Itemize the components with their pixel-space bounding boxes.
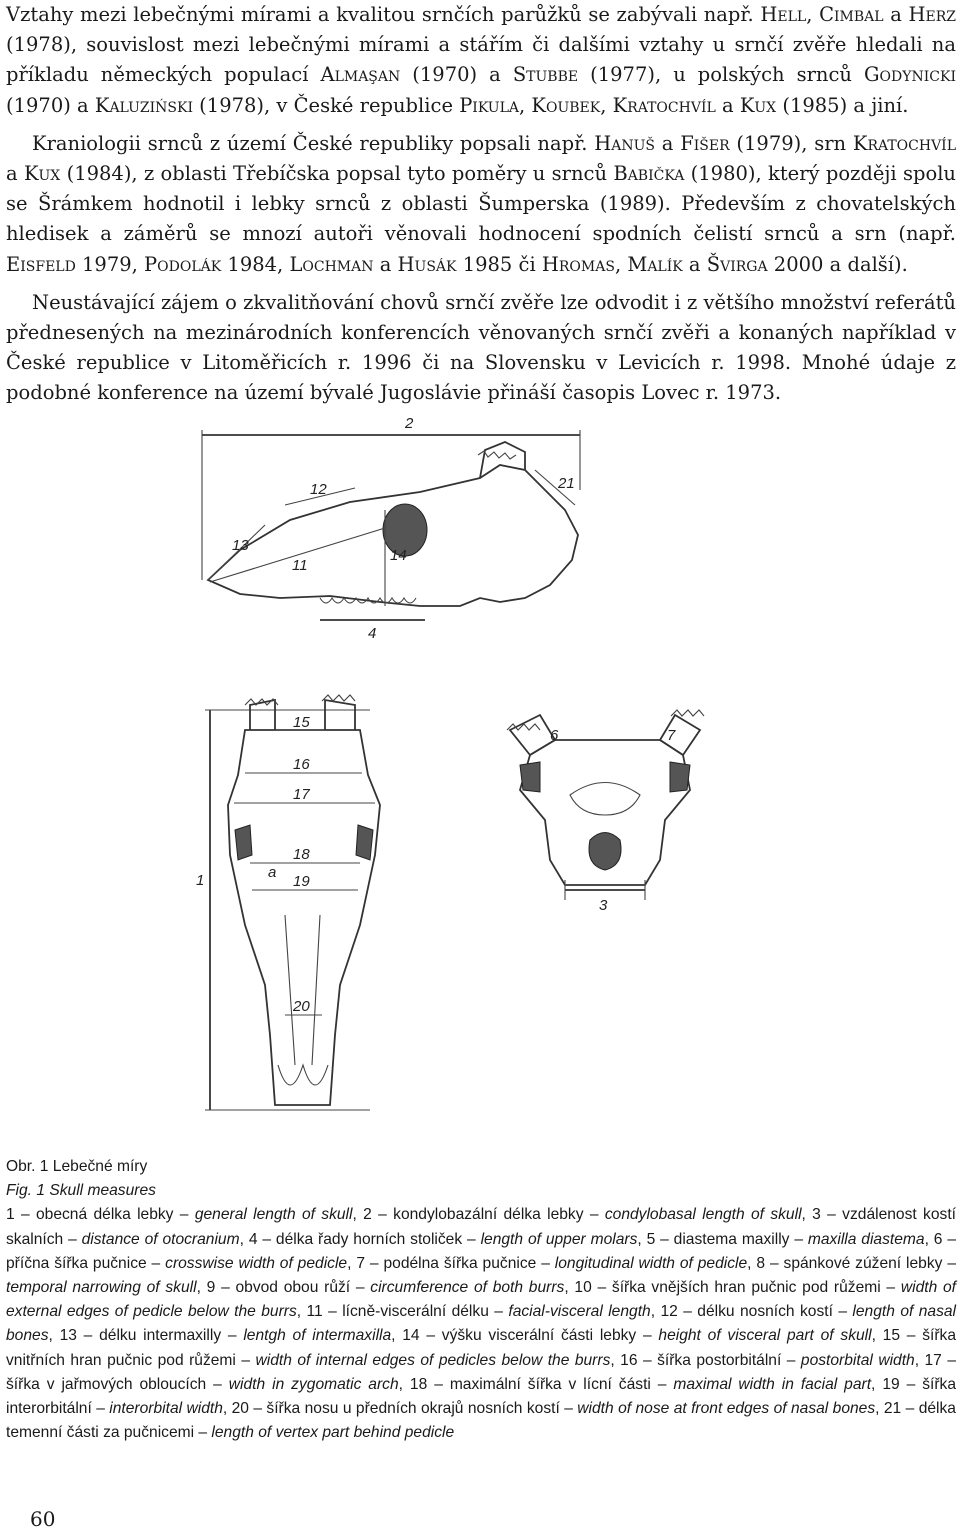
skull-rear-drawing — [495, 700, 715, 920]
skull-dorsal-drawing — [190, 685, 420, 1130]
label-16: 16 — [293, 756, 310, 773]
author-name: Husák — [397, 252, 457, 276]
caption-title-en: Fig. 1 Skull measures — [6, 1182, 156, 1200]
caption-item-en: width of nose at front edges of nasal bones — [577, 1400, 876, 1418]
text-run: (1978), v České republice — [192, 93, 460, 117]
text-run: a — [883, 3, 909, 26]
figure-caption — [6, 1155, 956, 1445]
text-run: (1985) a jiní. — [776, 93, 909, 117]
label-21: 21 — [558, 475, 575, 492]
pedicle-left — [250, 700, 275, 730]
author-name: Fišer — [680, 131, 730, 155]
label-11: 11 — [292, 557, 308, 574]
caption-item-en: maxilla diastema — [807, 1230, 925, 1248]
label-1: 1 — [196, 872, 205, 889]
caption-item-en: general length of skull — [194, 1206, 353, 1224]
label-20: 20 — [293, 998, 310, 1015]
label-14: 14 — [390, 547, 407, 564]
text-run: (1970) a — [400, 63, 513, 87]
text-run: 1985 či — [456, 252, 542, 276]
body-text — [6, 0, 956, 417]
author-name: Kux — [739, 93, 777, 117]
caption-item-cs: , 16 – šířka postorbitální – — [610, 1351, 801, 1369]
label-17: 17 — [293, 786, 310, 803]
caption-item-cs: , 13 – délku intermaxilly – — [48, 1327, 244, 1345]
nasal-bones — [285, 915, 320, 1065]
caption-item-cs: 1 – obecná délka lebky – — [6, 1206, 195, 1224]
label-13: 13 — [232, 537, 249, 554]
pedicle-left — [510, 715, 555, 755]
text-run: , — [600, 93, 613, 117]
author-name: Stubbe — [512, 63, 579, 87]
caption-item-en: lentgh of intermaxilla — [243, 1327, 392, 1345]
text-run: , — [806, 3, 820, 26]
orbit-left — [235, 825, 252, 860]
author-name: Kux — [23, 162, 61, 186]
caption-item-en: circumference of both burrs — [370, 1279, 565, 1297]
pedicle-right — [660, 715, 700, 755]
caption-item-cs: , 10 – šířka vnějších hran pučnic pod růžemi – — [564, 1279, 901, 1297]
caption-item-cs: , 20 – šířka nosu u předních okrajů nosních kostí – — [222, 1400, 578, 1418]
author-name: Hanuš — [594, 131, 656, 155]
caption-item-en: condylobasal length of skull — [604, 1206, 802, 1224]
skull-lateral-drawing — [180, 410, 600, 650]
text-run: 2000 a další). — [767, 252, 908, 276]
caption-item-cs: , 17 – šířka v jařmových obloucích – — [6, 1351, 956, 1393]
text-run: Vztahy mezi lebečnými mírami a kvalitou srnčích parůžků se zabývali např. — [6, 3, 761, 26]
author-name: Kratochvíl — [612, 93, 716, 117]
caption-item-en: postorbital width — [800, 1351, 915, 1369]
author-name: Babička — [613, 162, 685, 186]
author-name: Hromas — [541, 252, 615, 276]
caption-item-cs: , 11 – lícně-viscerální délku – — [296, 1303, 509, 1321]
occipital-crest — [570, 783, 640, 816]
paragraph-3: Neustávající zájem o zkvalitňování chovů srnčí zvěře lze odvodit i z většího množství referátů přednesených na mezinárodních konferencích věnovaných srnčí zvěři a konaných například v České republice v Litoměřicích r. 1996 či na Slovensku v Levicích r. 1998. Mnohé údaje z podobné konference na území bývalé Jugoslávie přináší časopis Lovec r. 1973. — [6, 290, 956, 405]
caption-item-cs: , 8 – spánkové zúžení lebky – — [747, 1254, 956, 1272]
text-run: a — [655, 131, 681, 155]
foramen-magnum — [589, 833, 621, 871]
author-name: Kaluziński — [94, 93, 193, 117]
pedicle-right — [325, 700, 355, 730]
text-run: (1970) a — [6, 93, 95, 117]
paragraph-2 — [6, 129, 956, 280]
caption-item-cs: , 14 – výšku viscerální části lebky – — [391, 1327, 659, 1345]
caption-item-en: length of upper molars — [480, 1230, 638, 1248]
author-name: Koubek — [531, 93, 601, 117]
label-3: 3 — [599, 897, 608, 914]
text-run: Kraniologii srnců z území České republiky popsali např. — [32, 131, 595, 155]
author-name: Malík — [627, 252, 683, 276]
caption-item-en: width of external edges of pedicle below the burrs — [6, 1279, 957, 1321]
caption-item-cs: , 2 – kondylobazální délka lebky – — [352, 1206, 605, 1224]
caption-item-en: width of internal edges of pedicles below the burrs — [255, 1351, 611, 1369]
caption-item-cs: , 21 – délka temenní části za pučnicemi – — [6, 1400, 956, 1442]
caption-item-en: width in zygomatic arch — [228, 1375, 399, 1393]
caption-item-en: facial-visceral length — [508, 1303, 651, 1321]
text-run: (1984), z oblasti Třebíčska popsal tyto poměry u srnců — [60, 162, 614, 186]
text-run: a — [373, 252, 398, 276]
skull-rear-figure — [495, 700, 715, 920]
caption-item-en: maximal width in facial part — [673, 1375, 872, 1393]
author-name: Eisfeld — [6, 252, 76, 276]
caption-title-cs: Obr. 1 Lebečné míry — [6, 1158, 148, 1175]
label-a: a — [268, 864, 277, 881]
text-run: , — [519, 93, 532, 117]
label-6: 6 — [550, 727, 559, 744]
author-name: Podolák — [144, 252, 222, 276]
caption-item-en: height of visceral part of skull — [658, 1327, 872, 1345]
author-name: Almaşan — [320, 63, 401, 87]
caption-item-cs: , 18 – maximální šířka v lícní části – — [398, 1375, 674, 1393]
caption-item-cs: , 15 – šířka vnitřních hran pučnic pod růžemi – — [6, 1327, 956, 1369]
skull-lateral-figure — [180, 410, 600, 650]
author-name: Švirga — [706, 252, 768, 276]
caption-item-cs: , 5 – diastema maxilly – — [637, 1230, 808, 1248]
text-run: a — [6, 162, 24, 186]
premaxilla — [278, 1065, 328, 1085]
text-run: (1977), u polských srnců — [578, 63, 864, 87]
text-run: (1978), souvislost mezi lebečnými mírami a stářím či dalšími vztahy u srnčí zvěře hledali na příkladu německých populací — [6, 33, 956, 87]
author-name: Lochman — [289, 252, 374, 276]
text-run: a — [682, 252, 707, 276]
author-name: Cimbal — [819, 3, 884, 26]
label-2: 2 — [405, 415, 414, 432]
text-run: , — [614, 252, 628, 276]
text-run: 1979, — [75, 252, 145, 276]
caption-item-en: crosswise width of pedicle — [165, 1254, 348, 1272]
caption-item-cs: , 4 – délka řady horních stoliček – — [239, 1230, 481, 1248]
label-4: 4 — [368, 625, 377, 642]
text-run: 1984, — [221, 252, 290, 276]
text-run: (1979), srn — [729, 131, 853, 155]
caption-item-en: length of vertex part behind pedicle — [211, 1424, 455, 1442]
label-18: 18 — [293, 846, 310, 863]
caption-item-en: interorbital width — [109, 1400, 223, 1418]
label-12: 12 — [310, 481, 327, 498]
author-name: Herz — [908, 3, 956, 26]
text-run: (1980), který později spolu se Šrámkem hodnotil i lebky srnců z oblasti Šumperska (1989). Především z chovatelských hledisek a záměrů se mnozí autoři věnovali hodnocení spodních čelistí srnců a srn (např. — [6, 162, 956, 246]
paragraph-1 — [6, 0, 956, 121]
caption-item-cs: , 6 – příčna šířka pučnice – — [6, 1230, 956, 1272]
caption-item-cs: , 19 – šířka interorbitální – — [6, 1375, 957, 1418]
orbit-right — [356, 825, 373, 860]
skull-dorsal-figure — [190, 685, 420, 1130]
caption-item-en: length of nasal bones — [6, 1303, 957, 1345]
hatch-right — [670, 762, 690, 792]
label-7: 7 — [667, 727, 676, 744]
caption-item-en: distance of otocranium — [81, 1230, 240, 1248]
author-name: Godynicki — [863, 63, 956, 87]
page-number: 60 — [30, 1507, 56, 1531]
hatch-left — [520, 762, 540, 792]
caption-item-cs: , 3 – vzdálenost kostí skalních – — [6, 1206, 956, 1248]
caption-item-en: longitudinal width of pedicle — [554, 1254, 748, 1272]
caption-item-cs: , 7 – podélna šířka pučnice – — [347, 1254, 555, 1272]
caption-item-cs: , 12 – délku nosních kostí – — [650, 1303, 853, 1321]
caption-item-cs: , 9 – obvod obou růží – — [196, 1279, 371, 1297]
label-15: 15 — [293, 714, 310, 731]
text-run: a — [715, 93, 740, 117]
label-19: 19 — [293, 873, 310, 890]
caption-item-en: temporal narrowing of skull — [6, 1279, 197, 1297]
author-name: Kratochvíl — [852, 131, 957, 155]
author-name: Pikula — [459, 93, 520, 117]
author-name: Hell — [760, 3, 807, 26]
